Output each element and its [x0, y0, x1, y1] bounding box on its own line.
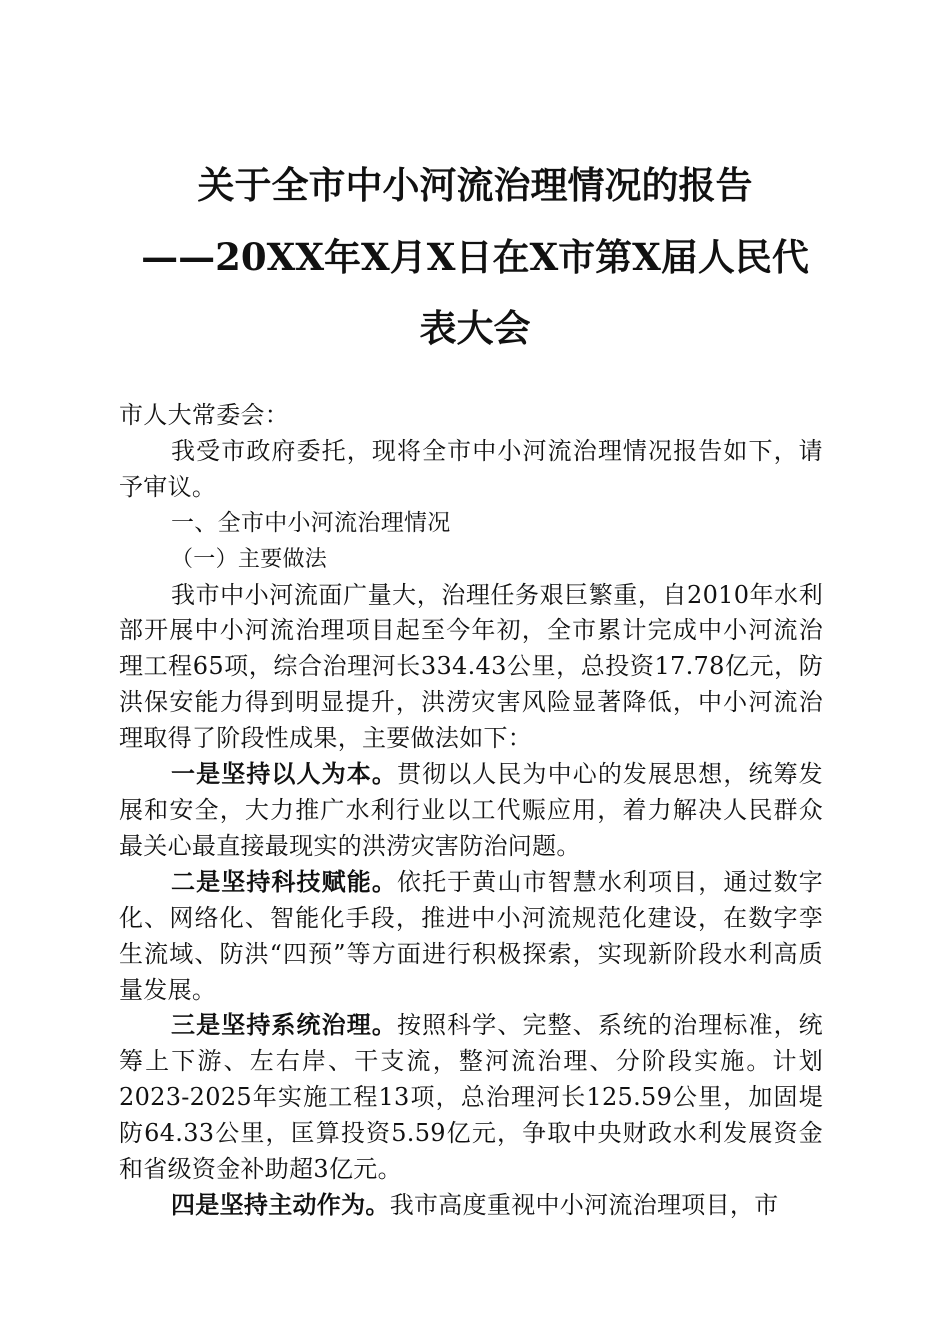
document-body — [119, 398, 823, 1224]
section-heading: 一、全市中小河流治理情况 — [171, 509, 451, 536]
report-subtitle-line1: ——20XX年X月X日在X市第X届人民代 — [141, 235, 809, 279]
point-paragraph — [119, 1188, 823, 1224]
salutation: 市人大常委会： — [119, 401, 290, 429]
point-lead: 四是坚持主动作为。 — [171, 1190, 390, 1219]
point-text: 依托于黄山市智慧水利项目，通过数字化、网络化、智能化手段，推进中小河流规范化建设，在数字孪生流域、防洪“四预”等方面进行积极探索，实现新阶段水利高质量发展。 — [119, 867, 823, 1004]
point-text: 按照科学、完整、系统的治理标准，统筹上下游、左右岸、干支流，整河流治理、分阶段实施。计划2023-2025年实施工程13项，总治理河长125.59公里，加固堤防64.33公里，匡算投资5.59亿元，争取中央财政水利发展资金和省级资金补助超3亿元。 — [119, 1011, 823, 1184]
overview-paragraph: 我市中小河流面广量大，治理任务艰巨繁重，自2010年水利部开展中小河流治理项目起至今年初，全市累计完成中小河流治理工程65项，综合治理河长334.43公里，总投资17.78亿元，防洪保安能力得到明显提升，洪涝灾害风险显著降低，中小河流治理取得了阶段性成果，主要做法如下： — [119, 580, 823, 753]
point-lead: 三是坚持系统治理。 — [171, 1011, 397, 1040]
point-lead: 二是坚持科技赋能。 — [171, 867, 397, 896]
intro-paragraph: 我受市政府委托，现将全市中小河流治理情况报告如下，请予审议。 — [119, 436, 823, 501]
subsection-heading: （一）主要做法 — [171, 546, 328, 572]
point-lead: 一是坚持以人为本。 — [171, 760, 397, 789]
point-paragraph — [119, 865, 823, 1009]
report-subtitle-line2: 表大会 — [419, 306, 531, 350]
point-text: 贯彻以人民为中心的发展思想，统筹发展和安全，大力推广水利行业以工代赈应用，着力解决人民群众最关心最直接最现实的洪涝灾害防治问题。 — [119, 760, 823, 860]
report-title: 关于全市中小河流治理情况的报告 — [197, 163, 753, 207]
point-paragraph — [119, 757, 823, 865]
point-text: 我市高度重视中小河流治理项目，市 — [389, 1190, 779, 1219]
point-paragraph — [119, 1008, 823, 1188]
